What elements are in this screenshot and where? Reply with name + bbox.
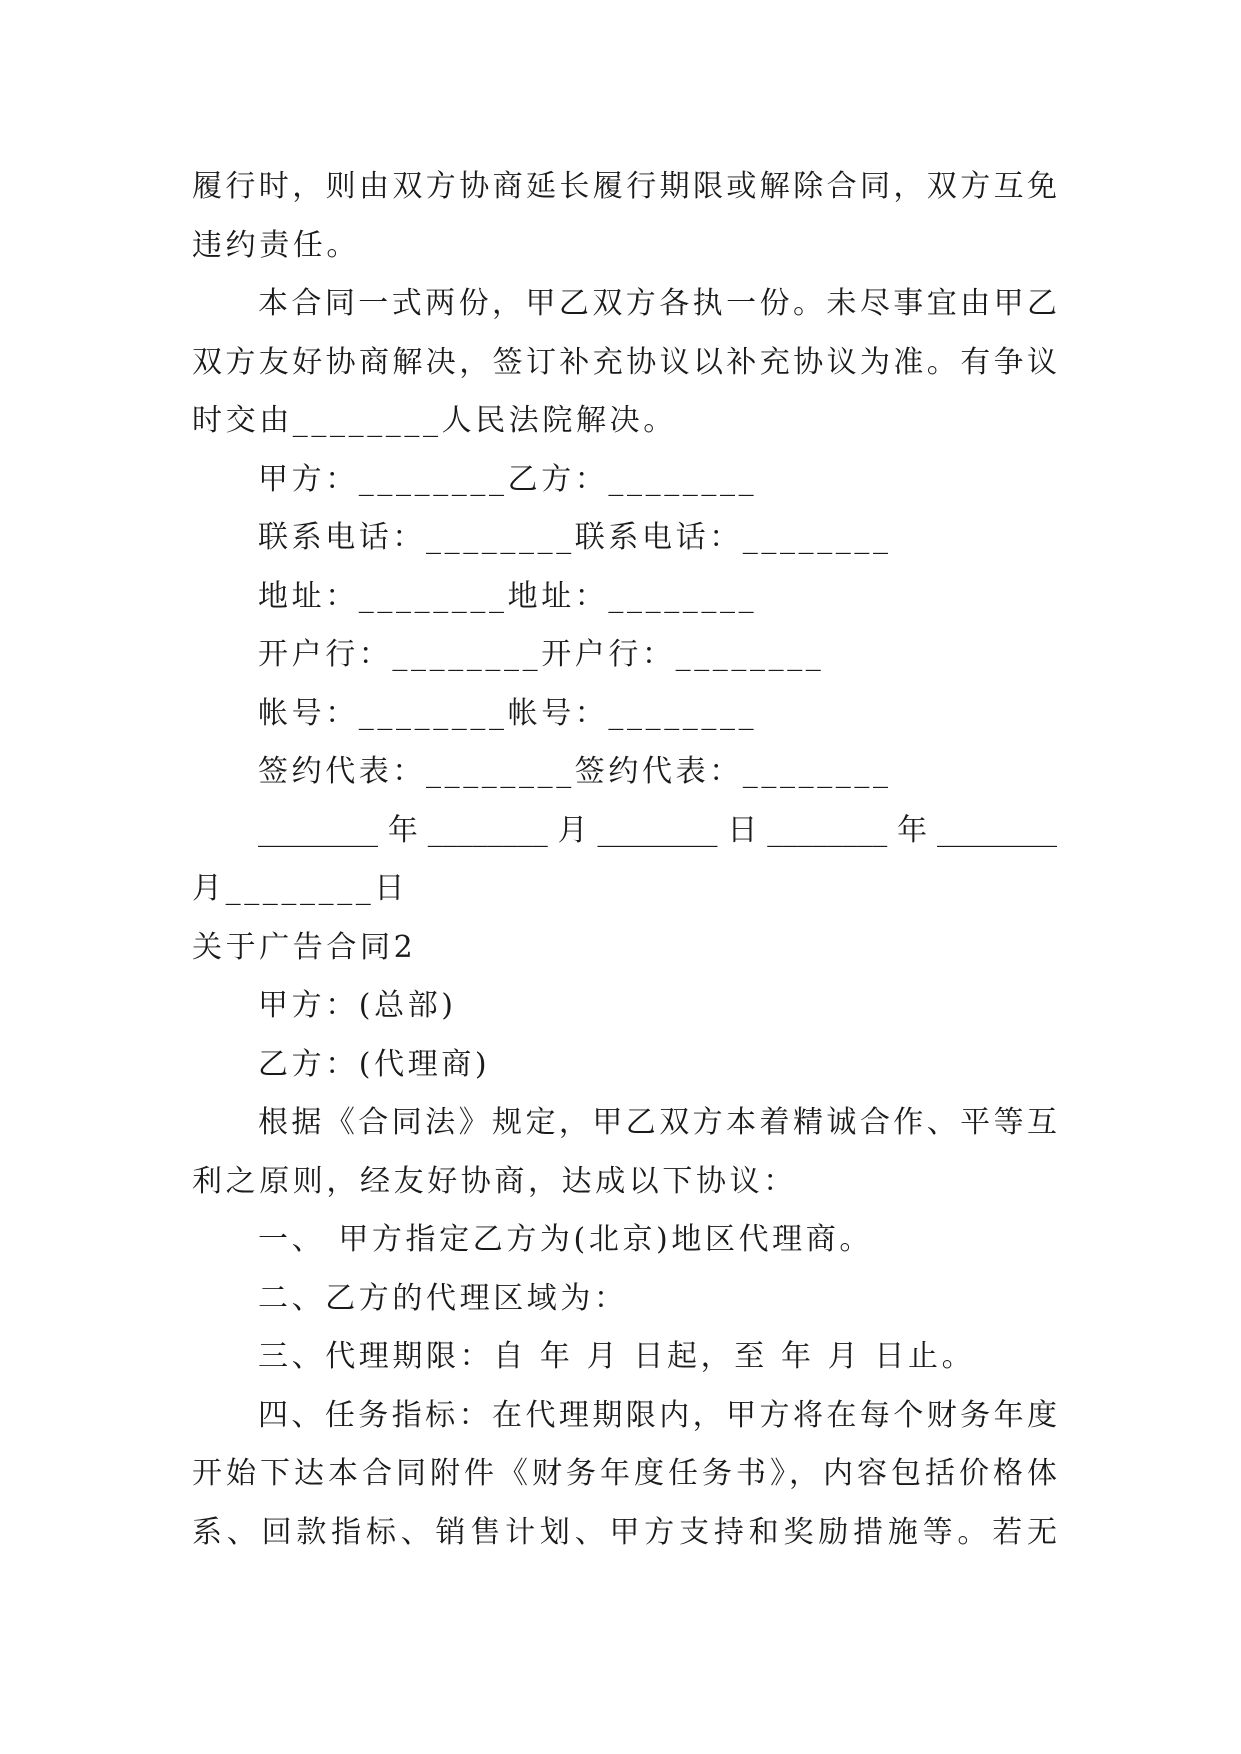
text-line: 根据《合同法》规定，甲乙双方本着精诚合作、平等互 [258,1105,1057,1140]
text-line: 违约责任。 [192,227,360,263]
section-title: 关于广告合同2 [192,929,417,965]
text-line: 时交由________人民法院解决。 [192,403,677,438]
text-line: 一、 甲方指定乙方为(北京)地区代理商。 [258,1222,873,1257]
text-line: 履行时，则由双方协商延长履行期限或解除合同，双方互免 [192,169,1057,204]
text-line: 签约代表：________签约代表：________ [258,754,892,789]
text-line: 三、代理期限：自 年 月 日起，至 年 月 日止。 [258,1339,976,1374]
document-page [192,158,1057,1562]
text-line: 甲方：________乙方：________ [258,461,758,497]
text-line: 四、任务指标：在代理期限内，甲方将在每个财务年度 [258,1397,1057,1433]
text-line: 乙方：(代理商) [258,1046,491,1082]
text-line: 联系电话：________联系电话：________ [258,520,892,555]
text-line: 开户行：________开户行：________ [258,637,825,672]
text-line: 开始下达本合同附件《财务年度任务书》，内容包括价格体 [192,1456,1057,1491]
text-line: 帐号：________帐号：________ [258,695,758,731]
text-line: 甲方：(总部) [258,988,457,1023]
text-line: 利之原则，经友好协商，达成以下协议： [192,1163,797,1199]
text-line: 双方友好协商解决，签订补充协议以补充协议为准。有争议 [192,344,1057,380]
text-line: 本合同一式两份，甲乙双方各执一份。未尽事宜由甲乙 [258,286,1057,321]
text-line: 月________日 [192,871,408,906]
text-line: ________年________月________日________年________ [258,812,1057,848]
text-line: 二、乙方的代理区域为： [258,1280,628,1316]
text-line: 系、回款指标、销售计划、甲方支持和奖励措施等。若无 [192,1514,1057,1550]
text-line: 地址：________地址：________ [258,578,758,614]
